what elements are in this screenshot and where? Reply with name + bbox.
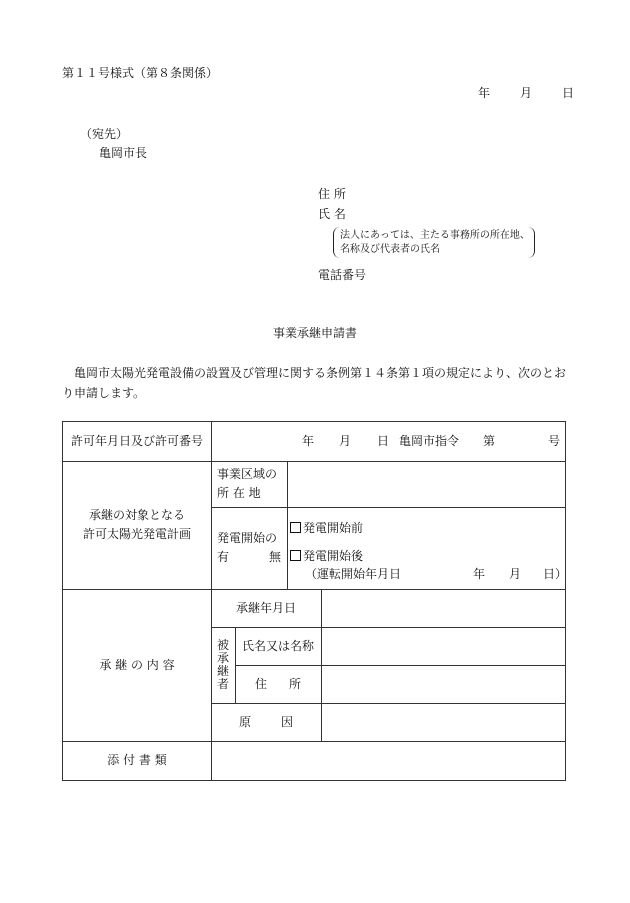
operation-start-open: （運転開始年月日: [305, 567, 402, 581]
predecessor-char-4: 者: [216, 677, 229, 691]
operation-start-close: 日）: [543, 567, 568, 581]
date-year: 年: [478, 86, 491, 100]
operation-start-year: 年: [473, 567, 486, 581]
predecessor-name-value[interactable]: [321, 627, 565, 665]
applicant-name-note: [333, 227, 535, 258]
start-label-mu: 無: [268, 550, 281, 564]
document-title: 事業承継申請書: [272, 326, 357, 340]
before-start-label: 発電開始前: [303, 521, 364, 535]
start-status-label: [211, 507, 287, 589]
attachments-value[interactable]: [211, 741, 565, 780]
predecessor-address-label: [235, 665, 321, 703]
before-start-option[interactable]: [290, 519, 363, 538]
start-status-label-line1: 発電開始の: [217, 531, 278, 546]
predecessor-char-3: 継: [216, 664, 229, 678]
operation-start-date[interactable]: [305, 565, 568, 584]
addressee-name: 亀岡市長: [99, 146, 148, 160]
predecessor-name-label: 氏名又は名称: [241, 638, 314, 653]
start-status-label-line2: [217, 548, 281, 567]
applicant-name-label: 氏 名: [318, 207, 346, 221]
note-line-1: 法人にあっては、主たる事務所の所在地、: [340, 230, 530, 241]
location-label-line2: 所 在 地: [217, 486, 261, 500]
reason-label: [211, 703, 321, 741]
location-label: [211, 461, 287, 507]
predecessor-address-value[interactable]: [321, 665, 565, 703]
permit-go: 号: [548, 434, 561, 449]
permit-day: 日: [377, 434, 390, 449]
note-line-2: 名称及び代表者の氏名: [340, 244, 440, 255]
applicant-phone-label: 電話番号: [318, 268, 367, 282]
address-char-2: 所: [289, 676, 302, 691]
permit-office: 亀岡市指令: [399, 434, 460, 449]
location-label-line1: 事業区域の: [217, 467, 278, 482]
form-number: 第１１号様式（第８条関係）: [62, 66, 219, 80]
addressee-label: （宛先）: [80, 127, 129, 141]
attachments-label: 添 付 書 類: [107, 753, 167, 768]
body-text: 亀岡市太陽光発電設備の設置及び管理に関する条例第１４条第１項の規定により、次のとおり申請します。: [62, 366, 567, 400]
after-start-option[interactable]: [290, 547, 363, 566]
permit-label: 許可年月日及び許可番号: [70, 434, 203, 449]
predecessor-char-1: 被: [216, 638, 229, 652]
permit-month: 月: [339, 434, 352, 449]
succession-date-label: 承継年月日: [235, 600, 296, 615]
succession-date-value[interactable]: [321, 589, 565, 627]
location-value[interactable]: [287, 461, 565, 507]
reason-value[interactable]: [321, 703, 565, 741]
reason-char-1: 原: [238, 714, 251, 729]
permit-dai: 第: [483, 434, 496, 449]
target-plan-label: [63, 461, 211, 589]
after-start-checkbox[interactable]: [290, 550, 301, 561]
target-plan-label-line2: 許可太陽光発電計画: [82, 527, 191, 541]
reason-char-2: 因: [281, 714, 294, 729]
before-start-checkbox[interactable]: [290, 522, 301, 533]
start-label-u: 有: [217, 550, 230, 564]
predecessor-char-2: 承: [216, 651, 229, 665]
application-table: [62, 421, 566, 781]
permit-year: 年: [302, 434, 315, 449]
operation-start-month: 月: [509, 567, 522, 581]
address-char-1: 住: [254, 676, 267, 691]
target-plan-label-line1: 承継の対象となる: [88, 508, 185, 523]
permit-value[interactable]: [211, 422, 565, 461]
date-month: 月: [520, 86, 533, 100]
succession-content-label: 承 継 の 内 容: [99, 657, 175, 672]
after-start-label: 発電開始後: [303, 549, 364, 563]
submission-date: [478, 86, 574, 100]
date-day: 日: [562, 86, 575, 100]
predecessor-label: [211, 627, 235, 703]
applicant-address-label: 住 所: [318, 187, 346, 201]
start-status-value: [287, 507, 568, 589]
